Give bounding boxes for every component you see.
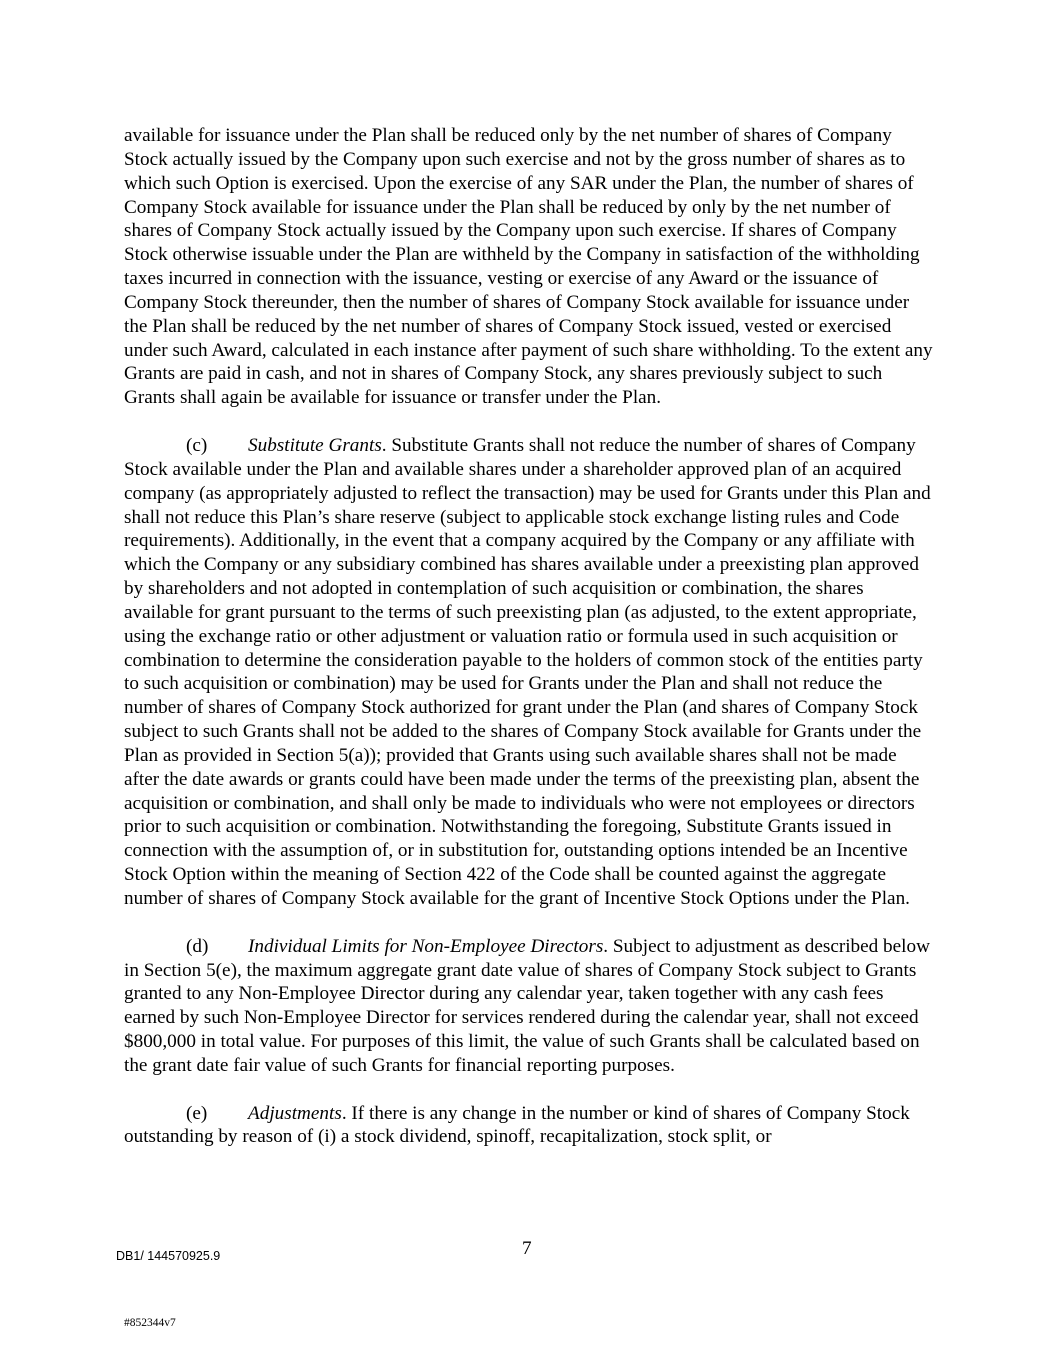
section-title: Individual Limits for Non-Employee Directors [248, 935, 604, 957]
section-number: (d) [186, 935, 209, 957]
footer-document-id: DB1/ 144570925.9 [116, 1249, 221, 1263]
paragraph-text: . If there is any change in the number or kind of shares of Company Stock outstanding by reason of (i) a stock dividend, spinoff, recapitalization, stock split, or [124, 1102, 910, 1148]
section-title: Adjustments [248, 1102, 342, 1124]
section-number: (e) [186, 1102, 208, 1124]
section-substitute-grants [124, 434, 934, 911]
section-adjustments [124, 1102, 934, 1150]
section-title: Substitute Grants [248, 434, 382, 456]
paragraph-text: . Subject to adjustment as described below in Section 5(e), the maximum aggregate grant date value of shares of Company Stock subject to Grants granted to any Non-Employee Director during any calendar year, taken together with any cash fees earned by such Non-Employee Director for services rendered during the calendar year, shall not exceed $800,000 in total value. For purposes of this limit, the value of such Grants shall be calculated based on the grant date fair value of such Grants for financial reporting purposes. [124, 935, 930, 1076]
document-version-tag: #852344v7 [124, 1317, 176, 1329]
document-body [124, 124, 934, 1173]
section-number: (c) [186, 434, 208, 456]
page-number: 7 [522, 1238, 532, 1259]
paragraph-text: available for issuance under the Plan shall be reduced only by the net number of shares of Company Stock actually issued by the Company upon such exercise and not by the gross number of shares as to which such Option is exercised. Upon the exercise of any SAR under the Plan, the number of shares of Company Stock available for issuance under the Plan shall be reduced by only by the net number of shares of Company Stock actually issued by the Company upon such exercise. If shares of Company Stock otherwise issuable under the Plan are withheld by the Company in satisfaction of the withholding taxes incurred in connection with the issuance, vesting or exercise of any Award or the issuance of Company Stock thereunder, then the number of shares of Company Stock available for issuance under the Plan shall be reduced by the net number of shares of Company Stock issued, vested or exercised under such Award, calculated in each instance after payment of such share withholding. To the extent any Grants are paid in cash, and not in shares of Company Stock, any shares previously subject to such Grants shall again be available for issuance or transfer under the Plan. [124, 125, 933, 409]
paragraph-continuation [124, 124, 934, 410]
paragraph-text: . Substitute Grants shall not reduce the number of shares of Company Stock available under the Plan and available shares under a shareholder approved plan of an acquired company (as appropriately adjusted to reflect the transaction) may be used for Grants under this Plan and shall not reduce this Plan’s share reserve (subject to applicable stock exchange listing rules and Code requirements). Additionally, in the event that a company acquired by the Company or any affiliate with which the Company or any subsidiary combined has shares available under a preexisting plan approved by shareholders and not adopted in contemplation of such acquisition or combination, the shares available for grant pursuant to the terms of such preexisting plan (as adjusted, to the extent appropriate, using the exchange ratio or other adjustment or valuation ratio or formula used in such acquisition or combination to determine the consideration payable to the holders of common stock of the entities party to such acquisition or combination) may be used for Grants under the Plan and shall not reduce the number of shares of Company Stock authorized for grant under the Plan (and shares of Company Stock subject to such Grants shall not be added to the shares of Company Stock available for Grants under the Plan as provided in Section 5(a)); provided that Grants using such available shares shall not be made after the date awards or grants could have been made under the terms of the preexisting plan, absent the acquisition or combination, and shall only be made to individuals who were not employees or directors prior to such acquisition or combination. Notwithstanding the foregoing, Substitute Grants issued in connection with the assumption of, or in substitution for, outstanding options intended be an Incentive Stock Option within the meaning of Section 422 of the Code shall be counted against the aggregate number of shares of Company Stock available for the grant of Incentive Stock Options under the Plan. [124, 434, 931, 909]
section-individual-limits [124, 935, 934, 1078]
